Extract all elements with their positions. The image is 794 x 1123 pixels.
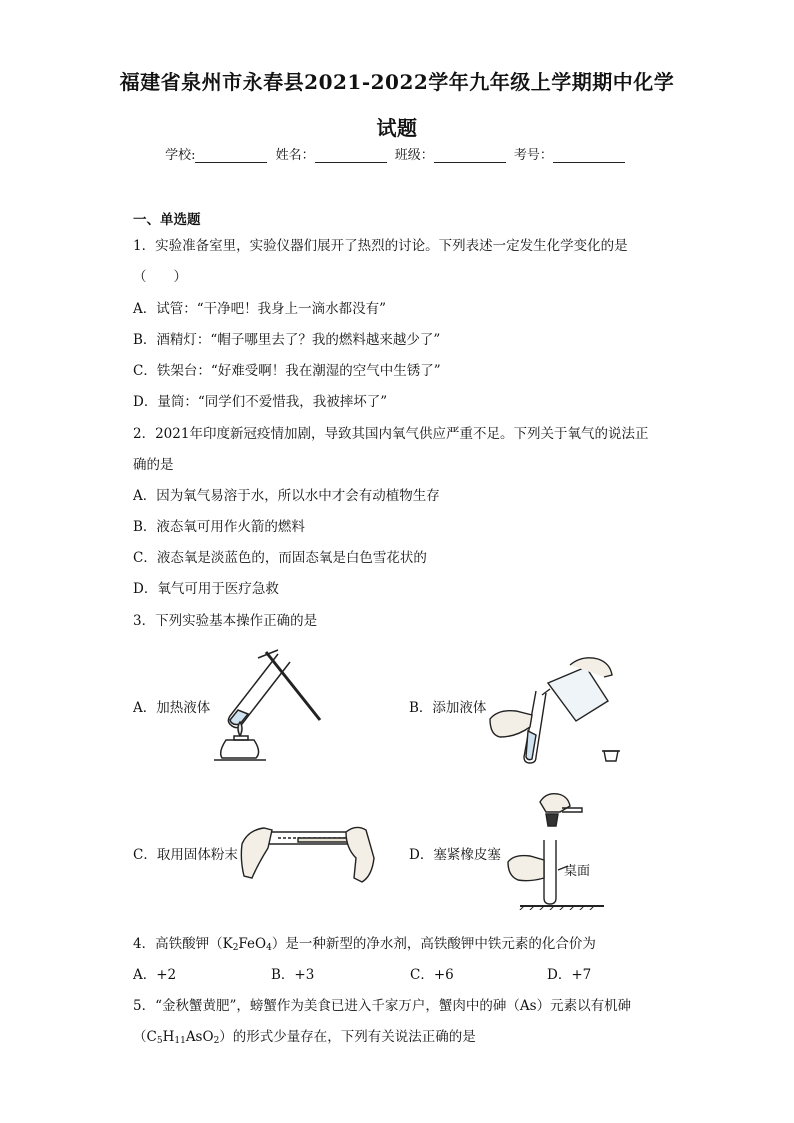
- stopper-figure: [506, 790, 606, 910]
- name-blank[interactable]: [315, 148, 387, 163]
- q2-stem: 2．2021年印度新冠疫情加剧，导致其国内氧气供应严重不足。下列关于氧气的说法正: [133, 426, 649, 442]
- q1-option-b: B．酒精灯：“帽子哪里去了？我的燃料越来越少了”: [133, 332, 441, 348]
- q5-sub-1: 5: [156, 1036, 163, 1046]
- q5-formula-pre: （C: [133, 1029, 157, 1045]
- q3-option-b: B．添加液体: [409, 700, 487, 716]
- section-heading: 一、单选题: [133, 212, 201, 228]
- q4-sub-2: 4: [266, 943, 272, 953]
- q4-option-a: A．+2: [133, 967, 177, 983]
- taking-powder-figure: [238, 818, 378, 886]
- exam-no-label: 考号：: [513, 148, 553, 163]
- q2-option-c: C．液态氧是淡蓝色的，而固态氧是白色雪花状的: [133, 550, 427, 566]
- q2-option-b: B．液态氧可用作火箭的燃料: [133, 519, 305, 535]
- q5-sub-3: 2: [213, 1036, 220, 1046]
- q4-option-b: B．+3: [271, 967, 315, 983]
- q5-sub-2: 11: [174, 1036, 186, 1046]
- q4-sub-1: 2: [232, 943, 239, 953]
- page-title: 福建省泉州市永春县2021-2022学年九年级上学期期中化学: [119, 70, 675, 94]
- adding-liquid-figure: [486, 655, 626, 770]
- q4-option-c: C．+6: [410, 967, 454, 983]
- q3-option-c: C．取用固体粉末: [133, 847, 238, 863]
- q5-formula-aso: AsO: [185, 1029, 214, 1045]
- student-info-row: [0, 144, 794, 163]
- q3-stem: 3．下列实验基本操作正确的是: [133, 613, 318, 629]
- class-blank[interactable]: [434, 148, 506, 163]
- q1-option-d: D．量筒：“同学们不爱惜我，我被摔坏了”: [133, 394, 388, 410]
- q1-stem-cont: （ ）: [133, 269, 187, 285]
- q4-stem: [133, 932, 596, 953]
- q2-option-d: D．氧气可用于医疗急救: [133, 581, 279, 597]
- q1-stem: 1．实验准备室里，实验仪器们展开了热烈的讨论。下列表述一定发生化学变化的是: [133, 238, 628, 254]
- page-title-continued: 试题: [376, 116, 418, 140]
- q4-stem-mid: FeO: [238, 936, 267, 952]
- q3-option-d: D．塞紧橡皮塞: [409, 847, 501, 863]
- q5-stem: 5．“金秋蟹黄肥”，螃蟹作为美食已进入千家万户，蟹肉中的砷（As）元素以有机砷: [133, 998, 632, 1014]
- table-surface-label: 桌面: [564, 864, 591, 879]
- exam-no-blank[interactable]: [553, 148, 625, 163]
- class-label: 班级：: [394, 148, 434, 163]
- heating-liquid-figure: [208, 648, 328, 764]
- school-label: 学校:: [165, 148, 196, 163]
- name-label: 姓名：: [275, 148, 315, 163]
- q4-stem-pre: 4．高铁酸钾（K: [133, 936, 233, 952]
- q4-stem-post: ）是一种新型的净水剂，高铁酸钾中铁元素的化合价为: [271, 936, 596, 952]
- q3-option-a: A．加热液体: [133, 700, 211, 716]
- q2-stem-cont: 确的是: [133, 457, 174, 473]
- school-blank[interactable]: [195, 148, 267, 163]
- q5-formula-h: H: [162, 1029, 175, 1045]
- q4-option-d: D．+7: [547, 967, 592, 983]
- q5-stem-cont: [133, 1025, 476, 1046]
- q4-options: [133, 963, 693, 983]
- q5-stem-post: ）的形式少量存在，下列有关说法正确的是: [219, 1029, 476, 1045]
- q1-option-c: C．铁架台：“好难受啊！我在潮湿的空气中生锈了”: [133, 363, 441, 379]
- q2-option-a: A．因为氧气易溶于水，所以水中才会有动植物生存: [133, 488, 440, 504]
- q1-option-a: A．试管：“干净吧！我身上一滴水都没有”: [133, 301, 387, 317]
